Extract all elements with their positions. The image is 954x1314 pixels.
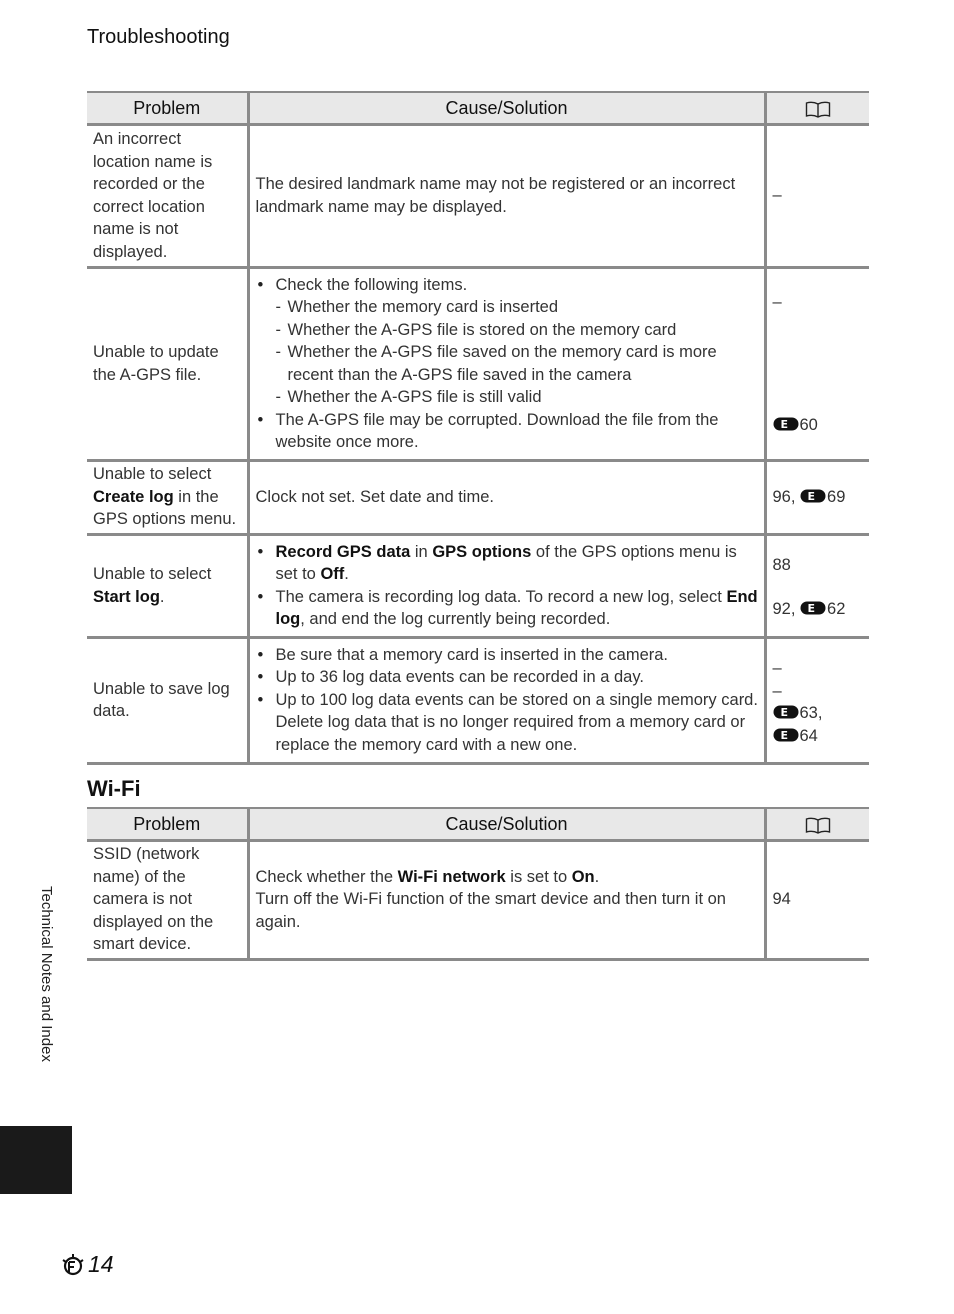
problem-cell: Unable to save log data. (87, 638, 248, 764)
cause-cell: The desired landmark name may not be registered or an incorrect landmark name may be displayed. (248, 125, 765, 268)
menu-name: GPS options (432, 542, 532, 561)
reference-column-header (765, 808, 869, 841)
reference-cell (765, 535, 869, 638)
list-item-text: Check the following items. (275, 275, 468, 294)
list-item (276, 541, 759, 586)
list-item: • The A-GPS file may be corrupted. Download the file from the website once more. (276, 409, 759, 454)
reference-cell: – (765, 125, 869, 268)
reference-page: 96, (772, 487, 801, 506)
reference-section-icon (800, 489, 826, 503)
reference-link (773, 414, 865, 437)
reference-text: – (772, 292, 782, 311)
problem-column-header: Problem (87, 92, 248, 125)
table-row (87, 125, 869, 268)
list-item: • Up to 100 log data events can be stored on a single memory card. Delete log data that is no longer required from a memory card or replace the memory card with a new one. (276, 689, 759, 757)
menu-item-name: Start log (93, 587, 160, 606)
table-row (87, 638, 869, 764)
sub-item: - Whether the A-GPS file is still valid (288, 386, 759, 409)
reference-page: 62 (827, 600, 846, 618)
list-text: , and end the log currently being recorded. (300, 610, 611, 628)
list-text: in (410, 542, 433, 561)
cause-text: . (594, 867, 600, 886)
reference-link (773, 725, 865, 748)
book-reference-icon (805, 817, 831, 834)
sub-item: - Whether the A-GPS file saved on the memory card is more recent than the A-GPS file saved in the camera (288, 341, 759, 386)
bullet-list (256, 541, 759, 631)
wifi-section-heading: Wi-Fi (87, 776, 141, 801)
reference-page: 60 (799, 416, 818, 434)
problem-column-header: Problem (87, 808, 248, 841)
problem-text: Unable to select (93, 565, 212, 583)
reference-section-icon (773, 417, 799, 431)
cause-cell (248, 268, 765, 461)
menu-item-name: Create log (93, 487, 174, 506)
sub-list (276, 296, 759, 409)
reference-cell (765, 461, 869, 535)
problem-text: in the GPS options menu. (93, 487, 237, 529)
cause-text: Check whether the (255, 867, 398, 886)
svg-text:E: E (780, 418, 788, 431)
cause-line (256, 866, 759, 889)
reference-cell (765, 638, 869, 764)
reference-link (773, 598, 865, 621)
reference-column-header (765, 92, 869, 125)
list-text: of the GPS options menu is set to (275, 542, 737, 583)
reference-page: 92, (772, 600, 801, 618)
reference-page: 63, (799, 704, 823, 722)
problem-cell (87, 535, 248, 638)
problem-cell: Unable to update the A-GPS file. (87, 268, 248, 461)
reference-text: – (772, 659, 782, 677)
page-number (60, 1251, 114, 1278)
cause-cell (248, 638, 765, 764)
setting-value: Off (320, 565, 345, 583)
problem-text: . (159, 587, 165, 606)
svg-text:E: E (807, 489, 816, 503)
sidebar-section-label: Technical Notes and Index (38, 886, 55, 1062)
cause-column-header: Cause/Solution (248, 808, 765, 841)
reference-page: 64 (799, 726, 818, 745)
gps-troubleshooting-table (87, 91, 869, 765)
list-item: • Be sure that a memory card is inserted in the camera. (276, 644, 759, 667)
setting-name: Record GPS data (275, 542, 411, 561)
list-text: The camera is recording log data. To record a new log, select (275, 587, 727, 606)
technical-notes-icon (60, 1252, 86, 1278)
problem-cell: An incorrect location name is recorded or the correct location name is not displayed. (87, 125, 248, 268)
cause-cell (248, 535, 765, 638)
reference-cell (765, 268, 869, 461)
menu-item-name: End log (275, 587, 758, 628)
section-title: Troubleshooting (87, 26, 230, 48)
reference-page: 88 (772, 555, 791, 574)
list-text: . (344, 565, 349, 583)
problem-cell: SSID (network name) of the camera is not displayed on the smart device. (87, 841, 248, 960)
wifi-troubleshooting-table (87, 807, 869, 961)
table-header-row (87, 92, 869, 125)
setting-value: On (571, 867, 595, 886)
list-item (276, 586, 759, 631)
problem-text: Unable to select (93, 465, 212, 484)
bullet-list (256, 644, 759, 757)
page-number-text: 14 (88, 1251, 114, 1277)
problem-cell (87, 461, 248, 535)
reference-section-icon (800, 601, 826, 615)
svg-text:E: E (807, 602, 816, 615)
table-row (87, 461, 869, 535)
reference-page: 69 (827, 487, 846, 506)
reference-text: – (772, 681, 782, 700)
reference-section-icon (773, 728, 799, 742)
cause-cell: Clock not set. Set date and time. (248, 461, 765, 535)
svg-text:E: E (780, 706, 788, 719)
cause-cell (248, 841, 765, 960)
sub-item: - Whether the A-GPS file is stored on the memory card (288, 319, 759, 342)
table-row (87, 268, 869, 461)
setting-name: Wi-Fi network (397, 867, 506, 886)
table-row (87, 535, 869, 638)
reference-cell: 94 (765, 841, 869, 960)
reference-link (773, 702, 865, 725)
cause-text: is set to (505, 867, 572, 886)
table-header-row (87, 808, 869, 841)
list-item: • Up to 36 log data events can be recorded in a day. (276, 666, 759, 689)
svg-text:E: E (780, 728, 788, 742)
reference-section-icon (773, 705, 799, 719)
book-reference-icon (805, 101, 831, 118)
bullet-list (256, 274, 759, 454)
cause-line: Turn off the Wi-Fi function of the smart device and then turn it on again. (255, 890, 726, 931)
sidebar-section-tab (0, 1126, 72, 1194)
table-row (87, 841, 869, 960)
sub-item: - Whether the memory card is inserted (288, 296, 759, 319)
list-item (276, 274, 759, 409)
cause-column-header: Cause/Solution (248, 92, 765, 125)
